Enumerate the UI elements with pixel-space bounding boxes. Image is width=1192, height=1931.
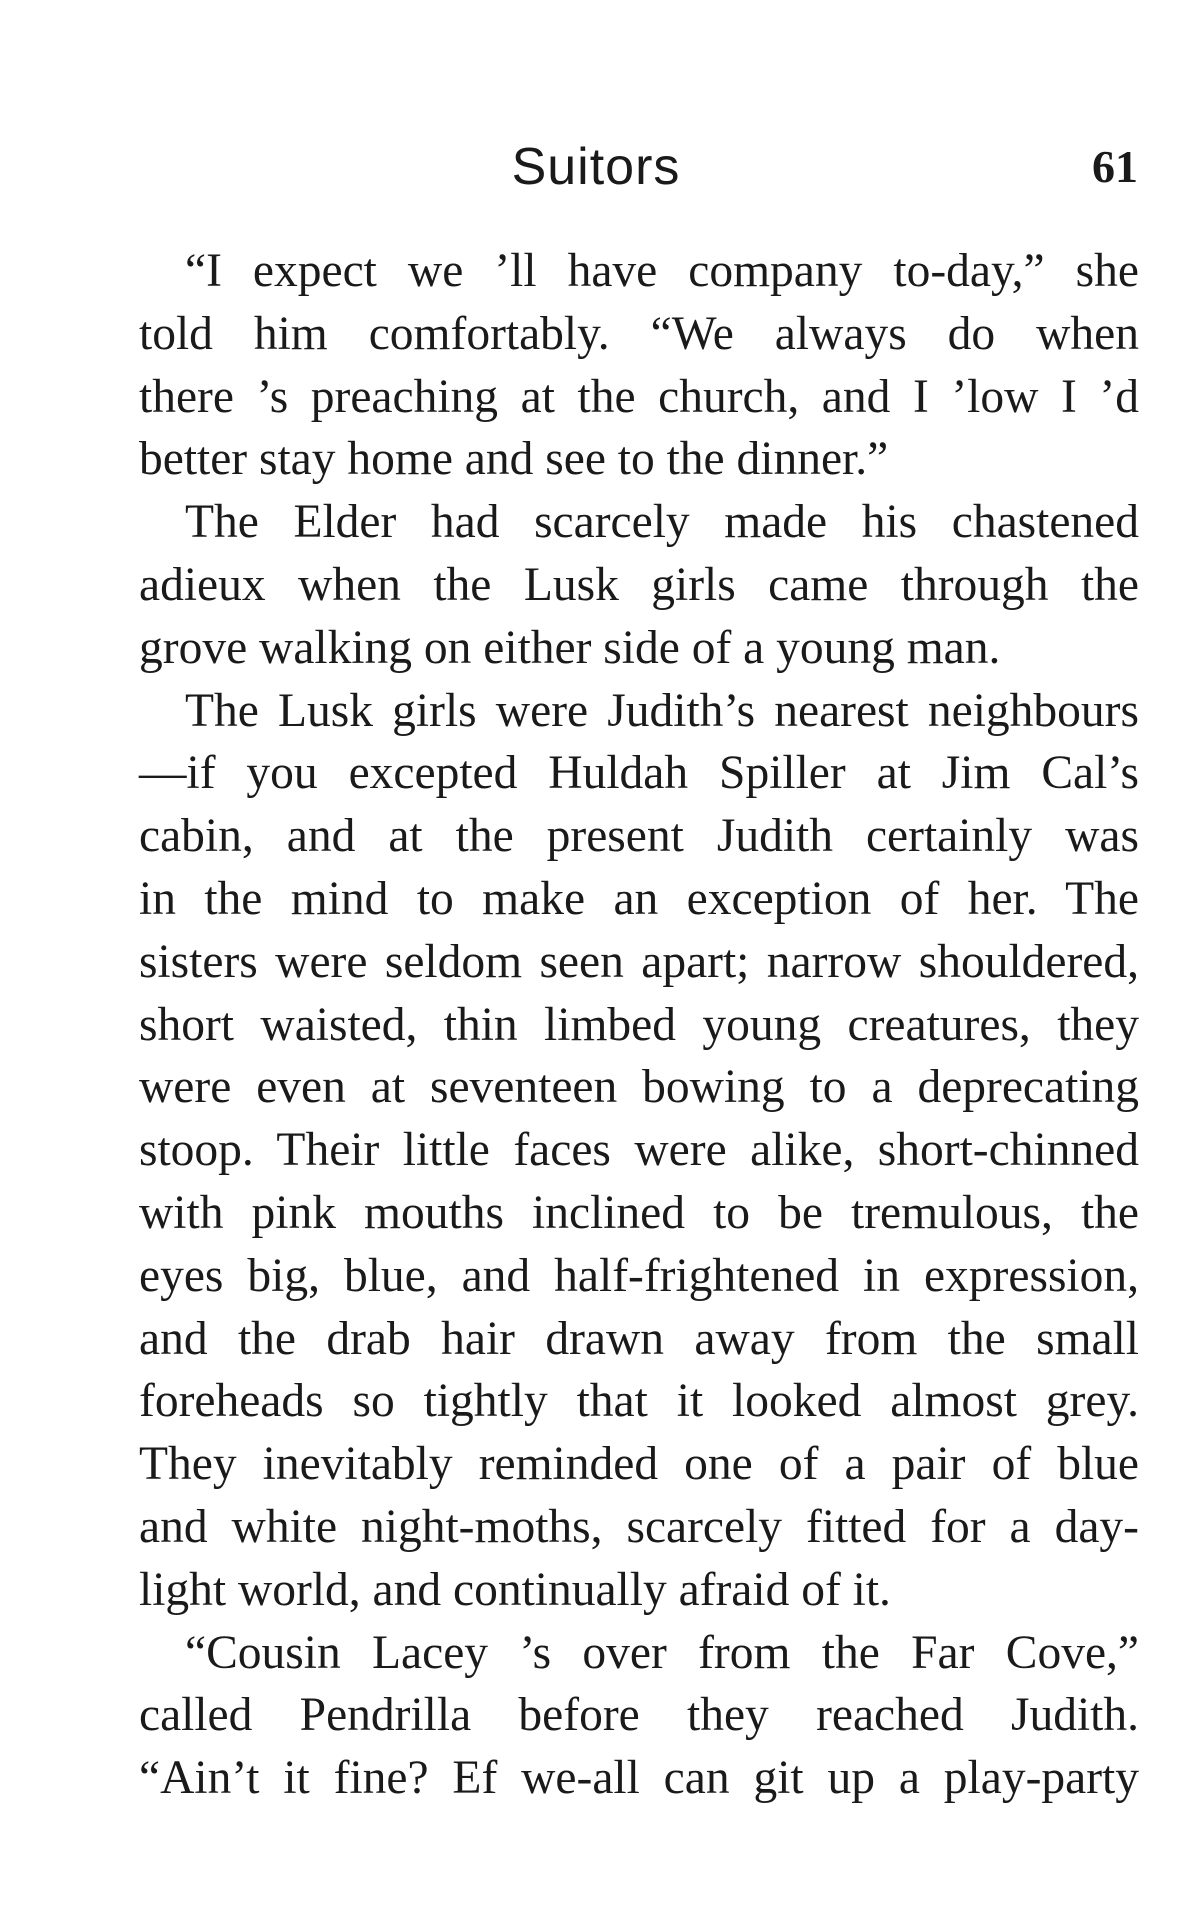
text-line: short waisted, thin limbed young creatures, they (139, 998, 1139, 1051)
text-line: light world, and continually afraid of it. (139, 1563, 891, 1616)
text-line: —if you excepted Huldah Spiller at Jim Cal’s (139, 747, 1139, 800)
page-number: 61 (1092, 141, 1138, 192)
text-line: cabin, and at the present Judith certainly was (139, 810, 1139, 863)
text-line: and white night-moths, scarcely fitted for a day- (139, 1500, 1139, 1553)
text-line: better stay home and see to the dinner.” (139, 433, 889, 486)
page-header (0, 132, 1192, 202)
text-line: in the mind to make an exception of her. The (139, 872, 1139, 925)
text-line: grove walking on either side of a young man. (139, 621, 1001, 674)
running-title: Suitors (511, 138, 681, 196)
text-line: sisters were seldom seen apart; narrow shouldered, (139, 935, 1139, 988)
text-line: told him comfortably. “We always do when (139, 307, 1139, 360)
text-line: “I expect we ’ll have company to-day,” she (185, 245, 1139, 297)
text-line: They inevitably reminded one of a pair of blue (139, 1438, 1139, 1491)
text-line: stoop. Their little faces were alike, short-chinned (139, 1124, 1139, 1177)
text-line: there ’s preaching at the church, and I ’low I ’d (139, 370, 1139, 423)
text-line: The Elder had scarcely made his chastened (185, 496, 1139, 549)
text-line: The Lusk girls were Judith’s nearest neighbours (185, 684, 1139, 737)
text-line: with pink mouths inclined to be tremulous, the (139, 1186, 1139, 1239)
body-text (139, 240, 1139, 1810)
text-line: were even at seventeen bowing to a deprecating (139, 1061, 1139, 1114)
text-line: “Ain’t it fine? Ef we-all can git up a play-party (139, 1752, 1139, 1805)
text-line: adieux when the Lusk girls came through the (139, 558, 1139, 611)
text-line: eyes big, blue, and half-frightened in expression, (139, 1249, 1139, 1302)
text-line: and the drab hair drawn away from the small (139, 1312, 1139, 1365)
text-line: foreheads so tightly that it looked almost grey. (139, 1375, 1139, 1428)
text-line: “Cousin Lacey ’s over from the Far Cove,” (185, 1626, 1139, 1679)
text-line: called Pendrilla before they reached Judith. (139, 1689, 1139, 1742)
